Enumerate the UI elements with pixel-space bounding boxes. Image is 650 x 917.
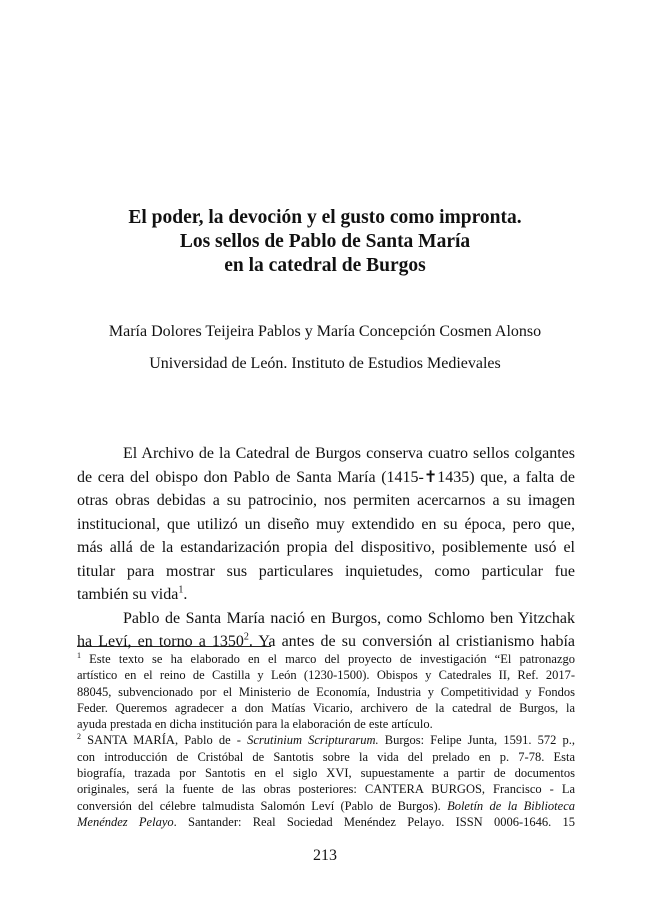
affiliation: Universidad de León. Instituto de Estudios Medievales <box>149 355 501 372</box>
body-line: otras obras debidas a su patrocinio, nos permiten acercarnos a su imagen <box>77 492 575 509</box>
body-line: El Archivo de la Catedral de Burgos conserva cuatro sellos colgantes <box>123 445 575 462</box>
body-text <box>77 442 575 654</box>
footnote-line: originales, será la fuente de las obras posteriores: CANTERA BURGOS, Francisco - La <box>77 782 575 797</box>
body-line: de cera del obispo don Pablo de Santa María (1415-✝1435) que, a falta de <box>77 468 575 486</box>
footnotes <box>77 651 575 830</box>
footnote-line: Feder. Queremos agradecer a don Matías Vicario, archivero de la catedral de Burgos, la <box>77 700 575 715</box>
body-line: titular para mostrar sus particulares inquietudes, como particular fue <box>77 562 575 580</box>
title-line-2: Los sellos de Pablo de Santa María <box>179 231 471 252</box>
body-line-text: . Ya antes de su conversión al cristianismo había <box>248 633 575 650</box>
body-line: institucional, que utilizó un diseño muy extendido en su época, pero que, <box>77 515 575 533</box>
body-line: también su vida$^1$. <box>77 584 188 603</box>
footnote-text: . Santander: Real Sociedad Menéndez Pelayo. ISSN 0006-1646. 15 <box>173 814 575 829</box>
authors: María Dolores Teijeira Pablos y María Concepción Cosmen Alonso <box>108 323 542 340</box>
footnote-text: Este texto se ha elaborado en el marco del proyecto de investigación “El patronazgo <box>89 652 575 666</box>
footnote-line: ayuda prestada en dicha institución para la elaboración de este artículo. <box>77 717 433 732</box>
footnote-divider <box>77 646 271 647</box>
page-number: 213 <box>313 847 337 864</box>
footnote-line <box>77 651 575 667</box>
footnote-ref-2[interactable]: 2 <box>243 631 249 643</box>
footnote-journal-title: Boletín de la Biblioteca <box>447 798 576 813</box>
footnote-book-title: Scrutinium Scripturarum. <box>247 733 379 748</box>
title-line-1: El poder, la devoción y el gusto como impronta. <box>128 207 522 228</box>
footnote-text: conversión del célebre talmudista Salomón Leví (Pablo de Burgos). <box>77 798 448 813</box>
footnote-line <box>77 732 575 748</box>
footnote-text: SANTA MARÍA, Pablo de - <box>87 733 248 748</box>
footnote-journal-title: Menéndez Pelayo <box>77 814 174 829</box>
article-title <box>0 206 650 278</box>
footnote-line: biografía, trazada por Santotis en el siglo XVI, supuestamente a partir de documentos <box>77 766 575 781</box>
body-line <box>77 630 575 654</box>
body-line: Pablo de Santa María nació en Burgos, como Schlomo ben Yitzchak <box>123 609 575 627</box>
footnote-line: 88045, subvencionado por el Ministerio de Economía, Industria y Competitividad y Fondos <box>77 684 575 699</box>
footnote-ref-1[interactable]: 1 <box>178 584 184 596</box>
footnote-line <box>77 798 575 814</box>
title-line-3: en la catedral de Burgos <box>224 255 426 276</box>
footnote-marker-1: 1 <box>77 650 81 660</box>
footnote-line: artístico en el reino de Castilla y León (1230-1500). Obispos y Catedrales II, Ref. 2017- <box>77 668 575 683</box>
footnote-text: Burgos: Felipe Junta, 1591. 572 p., <box>378 733 575 748</box>
body-line: más allá de la estandarización propia del dispositivo, posiblemente usó el <box>77 539 575 556</box>
body-line-text: ha Leví, en torno a 1350 <box>77 633 244 650</box>
footnote-marker-2: 2 <box>77 732 81 742</box>
footnote-line: con introducción de Cristóbal de Santotis sobre la vida del prelado en p. 7-78. Esta <box>77 749 575 764</box>
body-line-text: también su vida <box>77 586 179 603</box>
footnote-line <box>77 814 575 830</box>
